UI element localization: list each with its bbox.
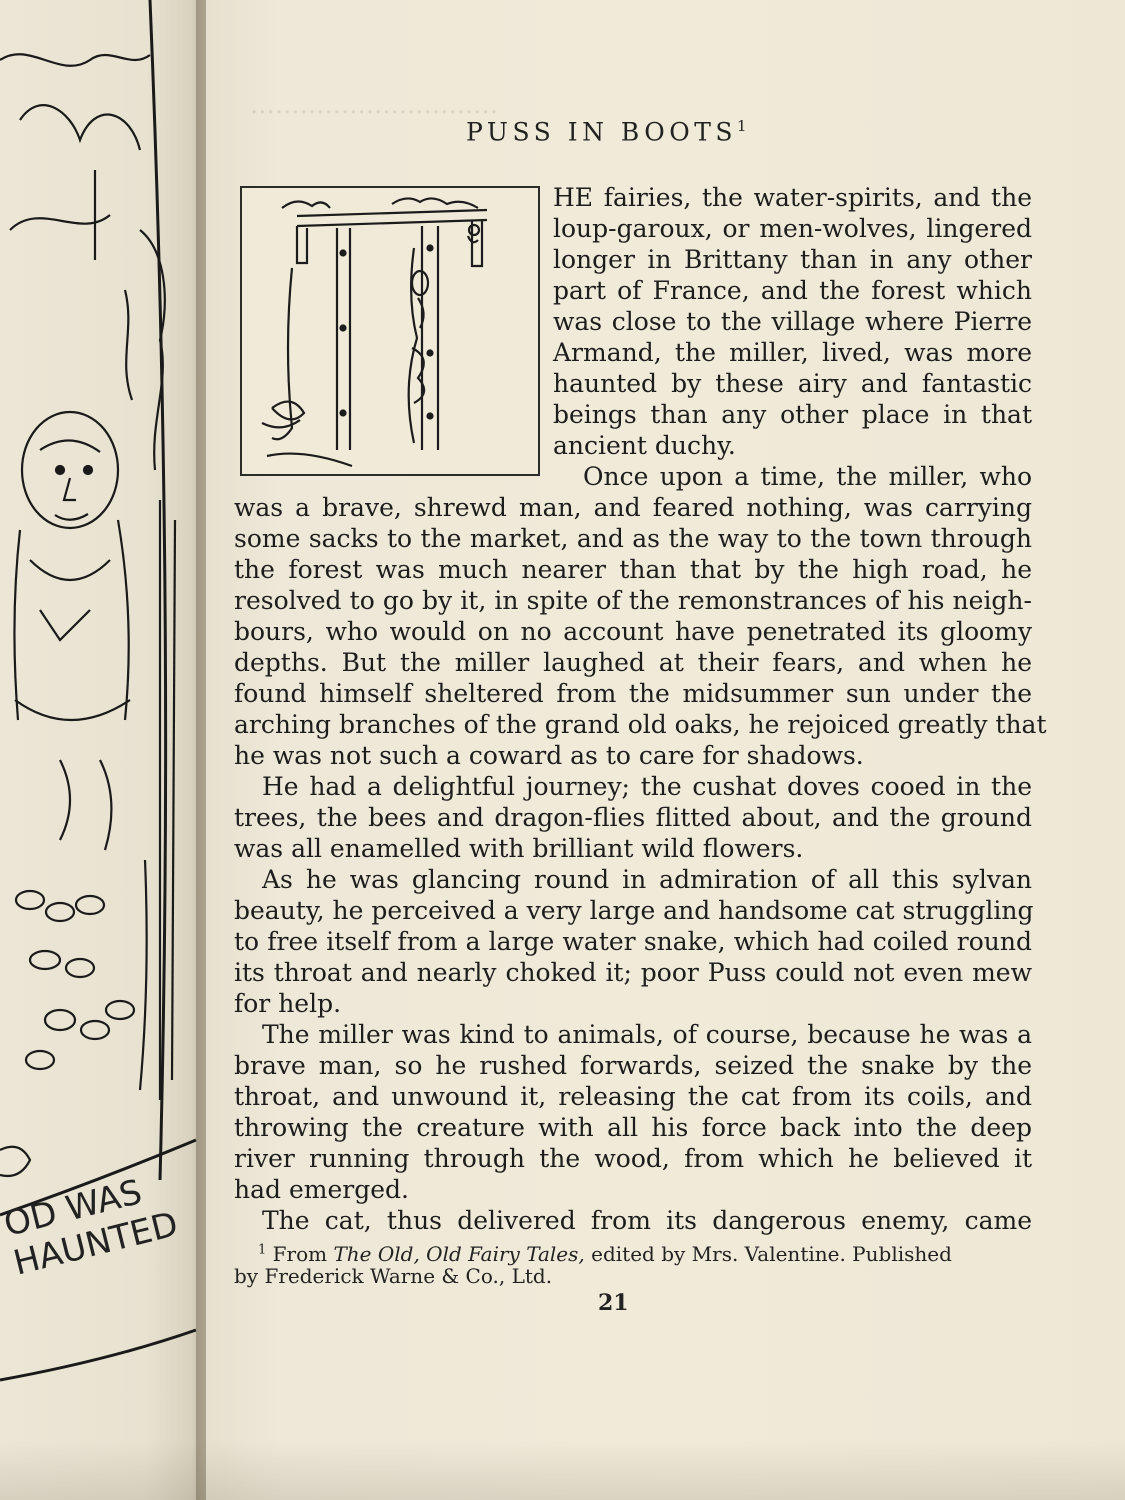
- text-line: depths. But the miller laughed at their fears, and when he: [234, 648, 1032, 677]
- illustration-caption: OD WAS HAUNTED: [0, 1172, 182, 1284]
- text-line: longer in Brittany than in any other: [553, 245, 1032, 274]
- text-line: HE fairies, the water-spirits, and the: [553, 183, 1032, 212]
- footnote-rest: edited by Mrs. Valentine. Published: [591, 1242, 952, 1266]
- text-line: beauty, he perceived a very large and handsome cat struggling: [234, 896, 1034, 925]
- footnote-prefix: From: [272, 1242, 328, 1266]
- drop-cap-initial: [240, 186, 540, 476]
- footnote-title: The Old, Old Fairy Tales,: [333, 1242, 585, 1266]
- running-head-footnote-ref: 1: [737, 117, 747, 135]
- left-page-illustration: [0, 0, 208, 1500]
- text-line: part of France, and the forest which: [553, 276, 1032, 305]
- text-line: Once upon a time, the miller, who: [583, 462, 1032, 491]
- text-line: arching branches of the grand old oaks, he rejoiced greatly that: [234, 710, 1047, 739]
- footnote-line-2: by Frederick Warne & Co., Ltd.: [234, 1264, 553, 1288]
- page-number: 21: [598, 1290, 629, 1316]
- text-line: had emerged.: [234, 1175, 409, 1204]
- footnote: [258, 1242, 1030, 1266]
- text-line: beings than any other place in that: [553, 400, 1032, 429]
- text-line: found himself sheltered from the midsummer sun under the: [234, 679, 1032, 708]
- text-line: was close to the village where Pierre: [553, 307, 1032, 336]
- text-line: river running through the wood, from which he believed it: [234, 1144, 1032, 1173]
- text-line: trees, the bees and dragon-flies flitted about, and the ground: [234, 803, 1032, 832]
- footnote-marker: 1: [258, 1242, 267, 1258]
- text-line: Armand, the miller, lived, was more: [553, 338, 1032, 367]
- text-line: brave man, so he rushed forwards, seized the snake by the: [234, 1051, 1032, 1080]
- text-line: to free itself from a large water snake, which had coiled round: [234, 927, 1032, 956]
- text-line: bours, who would on no account have penetrated its gloomy: [234, 617, 1032, 646]
- text-line: he was not such a coward as to care for shadows.: [234, 741, 864, 770]
- text-line: As he was glancing round in admiration of all this sylvan: [262, 865, 1032, 894]
- text-line: The cat, thus delivered from its dangerous enemy, came: [262, 1206, 1032, 1235]
- text-line: was all enamelled with brilliant wild flowers.: [234, 834, 804, 863]
- drop-cap-letter-art: [242, 188, 538, 474]
- text-line: throwing the creature with all his force back into the deep: [234, 1113, 1032, 1142]
- show-through-text: ······························: [250, 98, 498, 128]
- text-line: ancient duchy.: [553, 431, 736, 460]
- text-line: He had a delightful journey; the cushat doves cooed in the: [262, 772, 1032, 801]
- text-line: loup-garoux, or men-wolves, lingered: [553, 214, 1032, 243]
- text-line: throat, and unwound it, releasing the cat from its coils, and: [234, 1082, 1032, 1111]
- text-line: haunted by these airy and fantastic: [553, 369, 1032, 398]
- text-line: its throat and nearly choked it; poor Puss could not even mew: [234, 958, 1032, 987]
- text-line: was a brave, shrewd man, and feared nothing, was carrying: [234, 493, 1032, 522]
- running-head-title: PUSS IN BOOTS: [466, 117, 738, 147]
- text-line: for help.: [234, 989, 342, 1018]
- text-line: some sacks to the market, and as the way to the town through: [234, 524, 1032, 553]
- text-line: The miller was kind to animals, of course, because he was a: [262, 1020, 1032, 1049]
- text-line: the forest was much nearer than that by the high road, he: [234, 555, 1032, 584]
- bottom-shadow: [0, 1440, 1125, 1500]
- text-line: resolved to go by it, in spite of the remonstrances of his neigh-: [234, 586, 1032, 615]
- running-head: [466, 117, 747, 146]
